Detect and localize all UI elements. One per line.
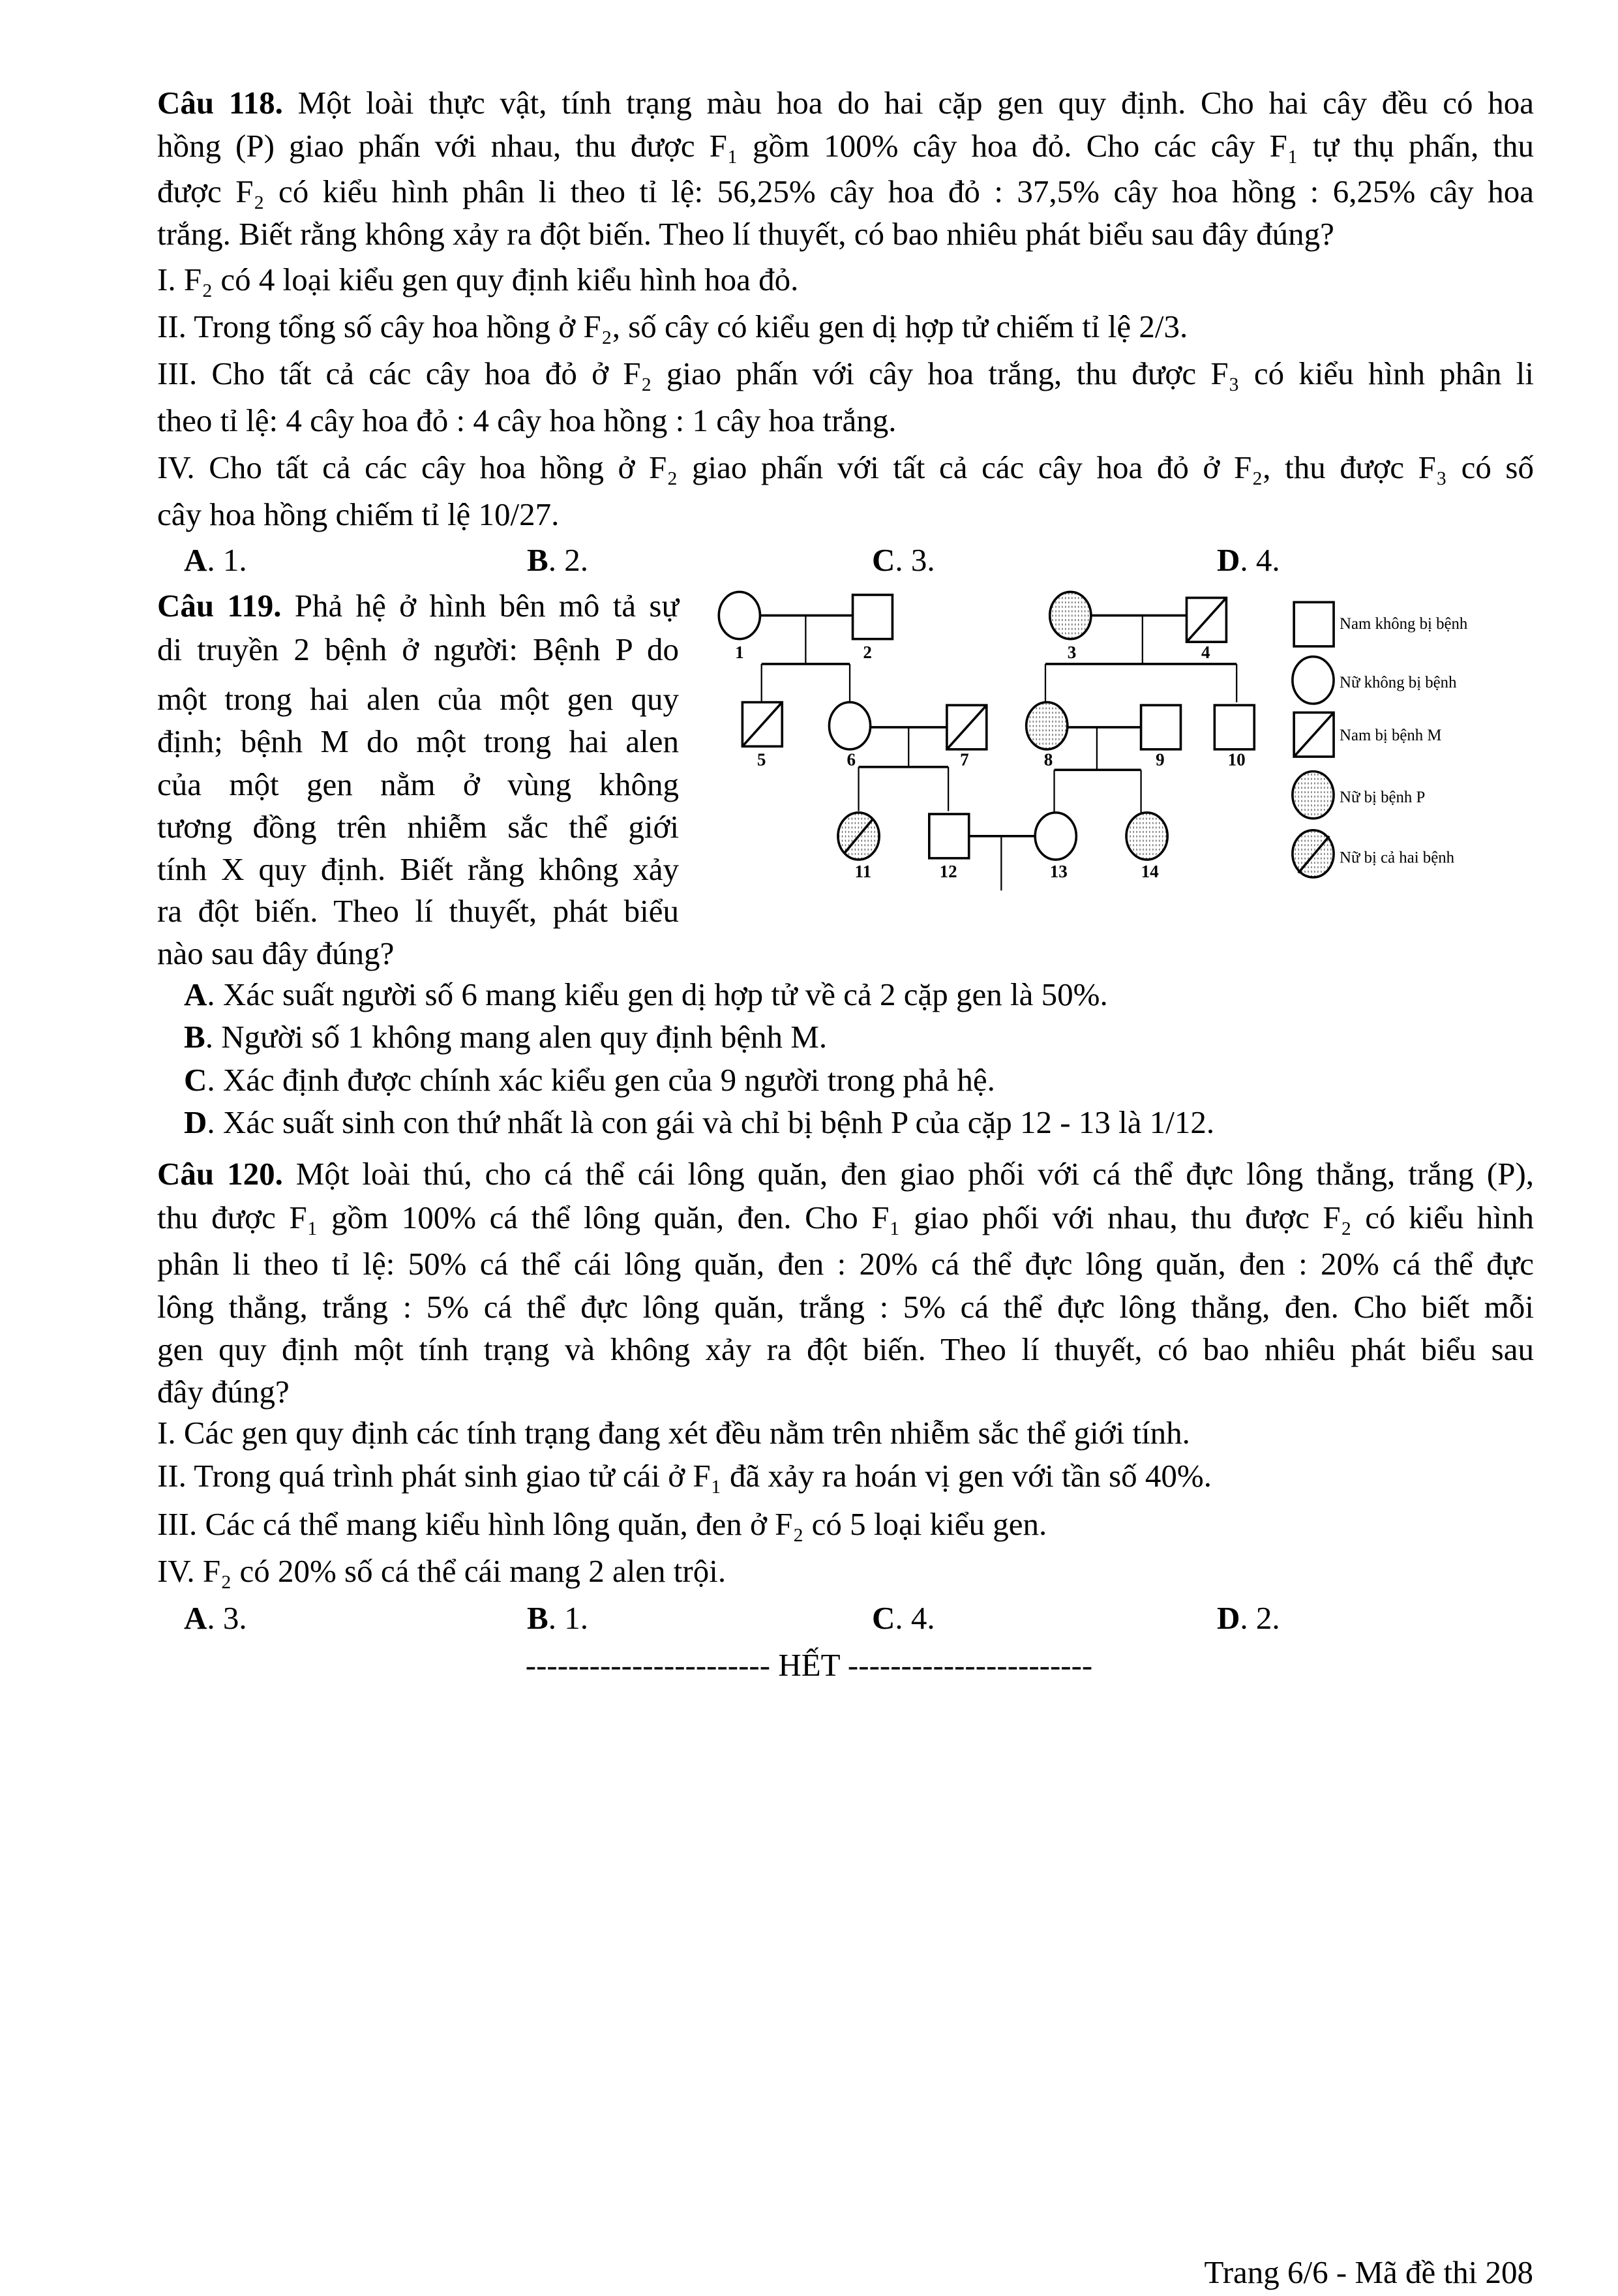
legend-label: Nữ không bị bệnh xyxy=(1340,674,1457,692)
legend-male-unaffected-icon xyxy=(1294,602,1334,646)
legend-female-disease-p-icon xyxy=(1293,772,1334,819)
end-marker: ----------------------- HẾT ----------------------- xyxy=(525,1647,1093,1683)
pedigree-label: 5 xyxy=(757,749,766,770)
q120-line: thu được F₁ gồm 100% cá thể lông quăn, đen. Cho F₁ giao phối với nhau, thu được F₂ có kiểu hình xyxy=(157,1200,1534,1235)
q118-line: được F₂ có kiểu hình phân li theo tỉ lệ: 56,25% cây hoa đỏ : 37,5% cây hoa hồng : 6,25% cây hoa xyxy=(157,174,1534,209)
pedigree-label: 11 xyxy=(854,862,872,882)
option-text: . 2. xyxy=(1240,1600,1280,1636)
legend-label: Nam bị bệnh M xyxy=(1340,727,1442,745)
q120-statement: I. Các gen quy định các tính trạng đang xét đều nằm trên nhiễm sắc thể giới tính. xyxy=(157,1415,1190,1451)
female-1-unaffected xyxy=(719,592,760,639)
option-letter: D xyxy=(1217,542,1240,578)
female-6-unaffected xyxy=(829,702,870,749)
option-letter: B xyxy=(527,542,548,578)
pedigree-label: 6 xyxy=(846,749,856,770)
pedigree-label: 8 xyxy=(1043,749,1053,770)
q120-option-c[interactable] xyxy=(872,1595,935,1642)
q118-line: hồng (P) giao phấn với nhau, thu được F₁ gồm 100% cây hoa đỏ. Cho các cây F₁ tự thụ phấn, thu xyxy=(157,128,1534,164)
option-text: . 4. xyxy=(895,1600,935,1636)
q118-option-c[interactable] xyxy=(872,537,935,584)
pedigree-label: 14 xyxy=(1141,862,1159,882)
q119-line: một trong hai alen của một gen quy xyxy=(157,681,679,717)
option-letter: D xyxy=(1217,1600,1240,1636)
option-text: . Xác suất người số 6 mang kiểu gen dị hợp tử về cả 2 cặp gen là 50%. xyxy=(207,976,1108,1012)
option-text: . 3. xyxy=(895,542,935,578)
q120-line: đây đúng? xyxy=(157,1374,290,1410)
option-text: . Xác định được chính xác kiểu gen của 9 người trong phả hệ. xyxy=(207,1062,995,1098)
female-3-disease-p xyxy=(1050,592,1091,639)
q120-option-a[interactable] xyxy=(184,1595,247,1642)
option-text: . 3. xyxy=(207,1600,247,1636)
q118-statement: III. Cho tất cả các cây hoa đỏ ở F₂ giao phấn với cây hoa trắng, thu được F₃ có kiểu hình phân li xyxy=(157,355,1534,391)
q120-line: gen quy định một tính trạng và không xảy ra đột biến. Theo lí thuyết, có bao nhiêu phát biểu sau xyxy=(157,1331,1534,1367)
text: Một loài thực vật, tính trạng màu hoa do hai cặp gen quy định. Cho hai cây đều có hoa xyxy=(282,85,1535,121)
q118-line: theo tỉ lệ: 4 cây hoa đỏ : 4 cây hoa hồng : 1 cây hoa trắng. xyxy=(157,402,897,438)
q119-line xyxy=(157,582,679,629)
option-letter: D xyxy=(184,1104,207,1140)
text: Phả hệ ở hình bên mô tả sự xyxy=(281,588,679,624)
q118-option-b[interactable] xyxy=(527,537,588,584)
q118-line: trắng. Biết rằng không xảy ra đột biến. Theo lí thuyết, có bao nhiêu phát biểu sau đây đúng? xyxy=(157,216,1334,252)
option-text: . 1. xyxy=(207,542,247,578)
option-letter: B xyxy=(527,1600,548,1636)
question-label: Câu 118. xyxy=(157,85,283,121)
option-letter: C xyxy=(872,1600,895,1636)
q120-option-d[interactable] xyxy=(1217,1595,1280,1642)
q118-statement: II. Trong tổng số cây hoa hồng ở F₂, số cây có kiểu gen dị hợp tử chiếm tỉ lệ 2/3. xyxy=(157,309,1188,344)
option-text: . 2. xyxy=(548,542,588,578)
male-12-unaffected xyxy=(929,814,969,858)
male-5-disease-m xyxy=(742,702,782,747)
q118-option-d[interactable] xyxy=(1217,537,1280,584)
q119-line: di truyền 2 bệnh ở người: Bệnh P do xyxy=(157,631,679,667)
q119-line: tương đồng trên nhiễm sắc thể giới xyxy=(157,809,679,845)
option-text: . Người số 1 không mang alen quy định bệnh M. xyxy=(205,1019,828,1055)
option-letter: B xyxy=(184,1019,205,1055)
legend-female-unaffected-icon xyxy=(1293,657,1334,704)
pedigree-label: 12 xyxy=(939,862,957,882)
female-11-both-diseases xyxy=(838,813,879,860)
male-9-unaffected xyxy=(1141,705,1181,749)
question-label: Câu 120. xyxy=(157,1156,283,1192)
male-4-disease-m xyxy=(1187,597,1227,642)
q120-line: phân li theo tỉ lệ: 50% cá thể cái lông quăn, đen : 20% cá thể đực lông quăn, đen : 20% cá thể đực xyxy=(157,1246,1534,1282)
option-letter: A xyxy=(184,976,207,1012)
female-8-disease-p xyxy=(1026,702,1068,749)
pedigree-label: 9 xyxy=(1156,749,1165,770)
q120-line xyxy=(157,1151,1534,1198)
pedigree-label: 3 xyxy=(1067,642,1077,662)
q120-option-b[interactable] xyxy=(527,1595,588,1642)
female-13-unaffected xyxy=(1035,813,1076,860)
question-label: Câu 119. xyxy=(157,588,282,624)
male-10-unaffected xyxy=(1214,705,1254,749)
legend-label: Nữ bị cả hai bệnh xyxy=(1340,849,1455,867)
pedigree-label: 4 xyxy=(1201,642,1210,662)
q120-statement: II. Trong quá trình phát sinh giao tử cái ở F₁ đã xảy ra hoán vị gen với tần số 40%. xyxy=(157,1458,1212,1494)
option-letter: A xyxy=(184,542,207,578)
male-2-unaffected xyxy=(853,595,893,639)
option-text: . Xác suất sinh con thứ nhất là con gái và chỉ bị bệnh P của cặp 12 - 13 là 1/12. xyxy=(207,1104,1215,1140)
pedigree-label: 13 xyxy=(1049,862,1068,882)
option-letter: A xyxy=(184,1600,207,1636)
option-letter: C xyxy=(184,1062,207,1098)
q118-option-a[interactable] xyxy=(184,537,247,584)
legend-female-both-icon xyxy=(1293,830,1334,877)
q118-line xyxy=(157,80,1534,127)
q119-option-a[interactable] xyxy=(184,971,1108,1018)
q119-line: của một gen nằm ở vùng không xyxy=(157,766,679,802)
pedigree-diagram xyxy=(706,584,1529,894)
legend-label: Nam không bị bệnh xyxy=(1340,614,1468,633)
pedigree-label: 1 xyxy=(735,642,744,662)
page-footer: Trang 6/6 - Mã đề thi 208 xyxy=(1204,2254,1533,2290)
option-letter: C xyxy=(872,542,895,578)
pedigree-label: 7 xyxy=(960,749,969,770)
q120-line: lông thẳng, trắng : 5% cá thể đực lông quăn, trắng : 5% cá thể đực lông thẳng, đen. Cho biết mỗi xyxy=(157,1289,1534,1325)
legend-male-disease-m-icon xyxy=(1294,712,1334,757)
q118-line: cây hoa hồng chiếm tỉ lệ 10/27. xyxy=(157,496,560,532)
pedigree-label: 10 xyxy=(1227,749,1246,770)
q119-option-b[interactable] xyxy=(184,1014,827,1061)
female-14-disease-p xyxy=(1126,813,1167,860)
q118-statement: I. F₂ có 4 loại kiểu gen quy định kiểu hình hoa đỏ. xyxy=(157,262,799,297)
option-text: . 4. xyxy=(1240,542,1280,578)
q119-line: tính X quy định. Biết rằng không xảy xyxy=(157,851,679,887)
q118-statement: IV. Cho tất cả các cây hoa hồng ở F₂ giao phấn với tất cả các cây hoa đỏ ở F₂, thu được F₃ có số xyxy=(157,449,1534,485)
text: Một loài thú, cho cá thể cái lông quăn, đen giao phối với cá thể đực lông thẳng, trắng (P), xyxy=(282,1156,1535,1192)
q119-option-d[interactable] xyxy=(184,1099,1214,1146)
q119-line: định; bệnh M do một trong hai alen xyxy=(157,723,679,759)
male-7-disease-m xyxy=(947,705,987,749)
q119-line: nào sau đây đúng? xyxy=(157,935,395,971)
q119-option-c[interactable] xyxy=(184,1057,995,1104)
option-text: . 1. xyxy=(548,1600,588,1636)
pedigree-label: 2 xyxy=(863,642,872,662)
legend-label: Nữ bị bệnh P xyxy=(1340,788,1426,806)
q119-line: ra đột biến. Theo lí thuyết, phát biểu xyxy=(157,893,679,929)
q120-statement: IV. F₂ có 20% số cá thể cái mang 2 alen trội. xyxy=(157,1553,727,1589)
q120-statement: III. Các cá thể mang kiểu hình lông quăn, đen ở F₂ có 5 loại kiểu gen. xyxy=(157,1506,1047,1542)
